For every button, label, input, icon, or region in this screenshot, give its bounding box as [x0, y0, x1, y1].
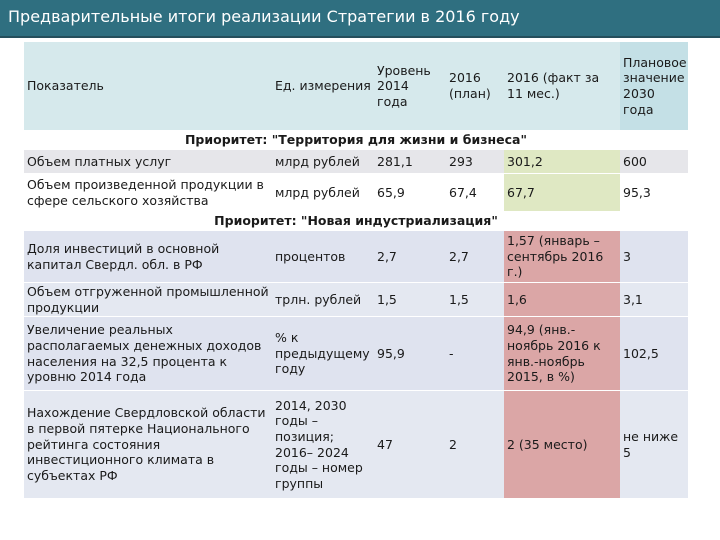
cell-plan2016: 293 [446, 150, 504, 174]
table-row [24, 317, 688, 391]
cell-indicator: Объем отгруженной промышленной продукции [24, 283, 272, 317]
cell-plan2030: 95,3 [620, 174, 688, 212]
cell-plan2030: 102,5 [620, 317, 688, 391]
strategy-results-table [24, 42, 688, 499]
cell-indicator: Объем платных услуг [24, 150, 272, 174]
cell-level2014: 1,5 [374, 283, 446, 317]
cell-indicator: Доля инвестиций в основной капитал Свердл. обл. в РФ [24, 231, 272, 283]
cell-plan2030: не ниже 5 [620, 391, 688, 499]
table-header-row [24, 42, 688, 131]
col-header-plan2016: 2016 (план) [446, 42, 504, 131]
table-row [24, 283, 688, 317]
cell-plan2030: 3 [620, 231, 688, 283]
slide-title: Предварительные итоги реализации Стратегии в 2016 году [8, 7, 520, 26]
cell-plan2016: 2 [446, 391, 504, 499]
cell-indicator: Объем произведенной продукции в сфере сельского хозяйства [24, 174, 272, 212]
cell-plan2030: 3,1 [620, 283, 688, 317]
priority-row-2 [24, 212, 688, 231]
cell-fact2016: 2 (35 место) [504, 391, 620, 499]
table-row [24, 391, 688, 499]
cell-unit: процентов [272, 231, 374, 283]
table-row [24, 150, 688, 174]
cell-indicator: Увеличение реальных располагаемых денежных доходов населения на 32,5 процента к уровню 2014 года [24, 317, 272, 391]
cell-plan2016: 2,7 [446, 231, 504, 283]
priority-row-1 [24, 131, 688, 150]
cell-unit: % к предыдущему году [272, 317, 374, 391]
cell-indicator: Нахождение Свердловской области в первой пятерке Национального рейтинга состояния инвестиционного климата в субъектах РФ [24, 391, 272, 499]
cell-level2014: 47 [374, 391, 446, 499]
cell-plan2016: 1,5 [446, 283, 504, 317]
col-header-unit: Ед. измерения [272, 42, 374, 131]
cell-level2014: 95,9 [374, 317, 446, 391]
cell-fact2016: 1,57 (январь – сентябрь 2016 г.) [504, 231, 620, 283]
cell-unit: 2014, 2030 годы – позиция; 2016– 2024 годы – номер группы [272, 391, 374, 499]
col-header-indicator: Показатель [24, 42, 272, 131]
cell-level2014: 281,1 [374, 150, 446, 174]
cell-unit: трлн. рублей [272, 283, 374, 317]
cell-fact2016: 301,2 [504, 150, 620, 174]
cell-unit: млрд рублей [272, 174, 374, 212]
cell-level2014: 65,9 [374, 174, 446, 212]
priority-title: Приоритет: "Территория для жизни и бизнеса" [24, 131, 688, 150]
cell-fact2016: 94,9 (янв.-ноябрь 2016 к янв.-ноябрь 2015, в %) [504, 317, 620, 391]
table-row [24, 174, 688, 212]
cell-plan2016: 67,4 [446, 174, 504, 212]
cell-level2014: 2,7 [374, 231, 446, 283]
cell-plan2016: - [446, 317, 504, 391]
table-row [24, 231, 688, 283]
cell-plan2030: 600 [620, 150, 688, 174]
cell-unit: млрд рублей [272, 150, 374, 174]
cell-fact2016: 67,7 [504, 174, 620, 212]
slide-header [0, 0, 720, 38]
col-header-fact2016: 2016 (факт за 11 мес.) [504, 42, 620, 131]
col-header-level2014: Уровень 2014 года [374, 42, 446, 131]
priority-title: Приоритет: "Новая индустриализация" [24, 212, 688, 231]
col-header-plan2030: Плановое значение 2030 года [620, 42, 688, 131]
cell-fact2016: 1,6 [504, 283, 620, 317]
